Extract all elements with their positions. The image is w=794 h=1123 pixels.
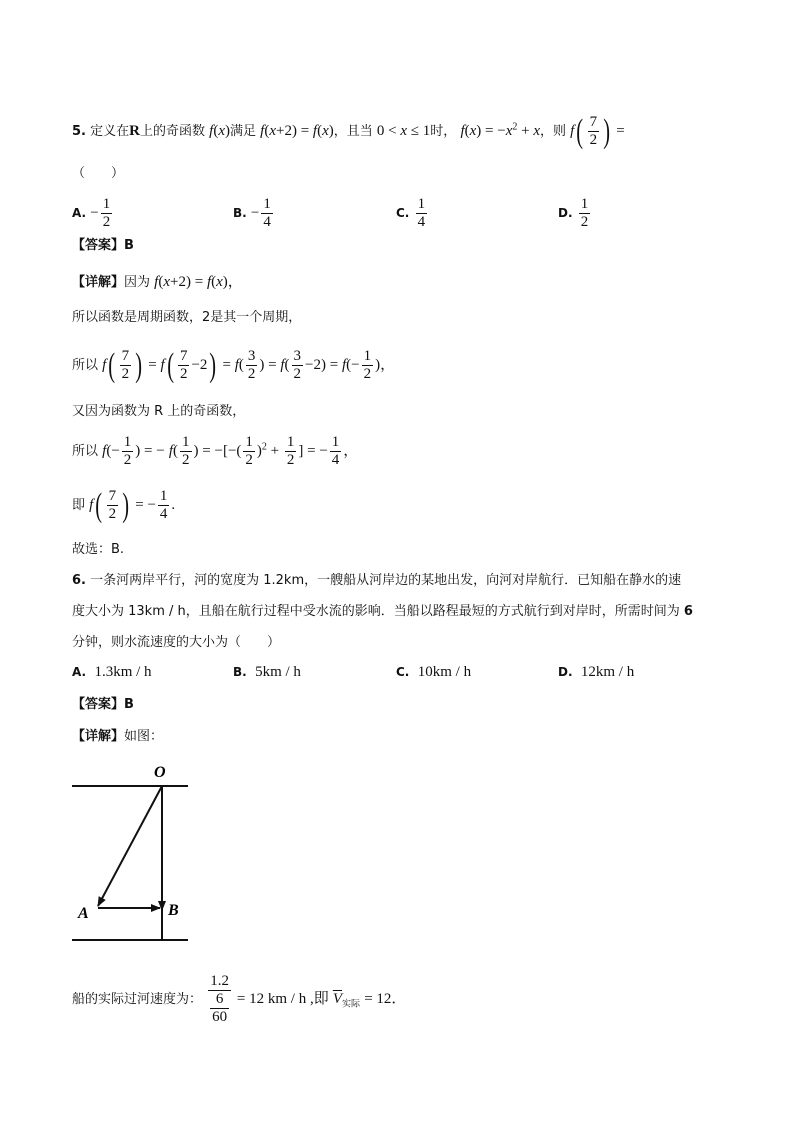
q6-detail: 【详解】如图： (72, 729, 164, 744)
q6-speed-line: 船的实际过河速度为： $\frac{1.2}{\frac{6}{60}}$ = 12 km / h ,即 $\overline{V}_{实际} = 12$． (72, 973, 407, 1025)
q5-number: 5. (72, 124, 86, 139)
label-a: A (78, 905, 89, 922)
math-fx-def: f (460, 123, 465, 139)
math-fx: f (209, 123, 214, 139)
q6-stem-2: 度大小为 13km / h，且船在航行过程中受水流的影响．当船以路程最短的方式航行到对岸时，所需时间为 6 (72, 604, 693, 619)
q6-option-a[interactable]: A. 1.3km / h (72, 664, 152, 680)
q5-stem: 5. 定义在R上的奇函数 f(x)满足 f(x+2) = f(x)，且当 0 < x ≤ 1时， $f(x) = -x^2 + x$，则 f( $\frac{7}{2}$ ) = (72, 112, 625, 150)
label-b: B (168, 902, 179, 919)
q5-detail-6: 即 f( $\frac{7}{2}$ ) = − $\frac{1}{4}$ . (72, 486, 176, 524)
q6-option-c[interactable]: C. 10km / h (396, 664, 472, 680)
q6-option-d[interactable]: D. 12km / h (558, 664, 635, 680)
label-o: O (154, 764, 166, 781)
q6-number: 6. (72, 573, 86, 588)
q5-detail-2: 所以函数是周期函数，2是其一个周期， (72, 310, 302, 325)
q5-option-d[interactable]: D. $\frac{1}{2}$ (558, 196, 589, 230)
q5-option-a[interactable]: A. − $\frac{1}{2}$ (72, 196, 111, 230)
q6-stem-1: 6. 一条河两岸平行，河的宽度为 1.2km，一艘船从河岸边的某地出发，向河对岸航行．已知船在静水的速 (72, 573, 682, 588)
river-vector-diagram (66, 760, 196, 950)
q5-detail-1: 【详解】因为 f(x+2) = f(x)， (72, 274, 243, 290)
q6-stem-3: 分钟，则水流速度的大小为（ ） (72, 635, 281, 650)
q6-answer: 【答案】B (72, 697, 134, 712)
q6-option-b[interactable]: B. 5km / h (233, 664, 301, 680)
math-f-7-2: f (570, 123, 575, 139)
q5-option-b[interactable]: B. − $\frac{1}{4}$ (233, 196, 271, 230)
math-fx-plus-2: f (260, 123, 265, 139)
q5-conclusion: 故选：B. (72, 542, 125, 557)
q5-answer: 【答案】B (72, 238, 134, 253)
q5-detail-3: 所以 f( $\frac{7}{2}$ ) = f( $\frac{7}{2}$ −2) = f( $\frac{3}{2}$ ) = f( $\frac{3}{2}$ −2) = f(− $\frac{1}{2}$ )， (72, 346, 396, 384)
q5-paren: （ ） (72, 166, 125, 181)
q5-detail-5: 所以 f(− $\frac{1}{2}$ ) = − f( $\frac{1}{2}$ ) = −[−( $\frac{1}{2}$ )$^2$ + $\frac{1}{2}$ ] = − $\frac{1}{4}$ ， (72, 434, 359, 468)
math-interval: 0 < (376, 123, 401, 139)
vector-oa (98, 786, 162, 906)
q5-option-c[interactable]: C. $\frac{1}{4}$ (396, 196, 426, 230)
q5-detail-4: 又因为函数为 R 上的奇函数， (72, 404, 246, 419)
